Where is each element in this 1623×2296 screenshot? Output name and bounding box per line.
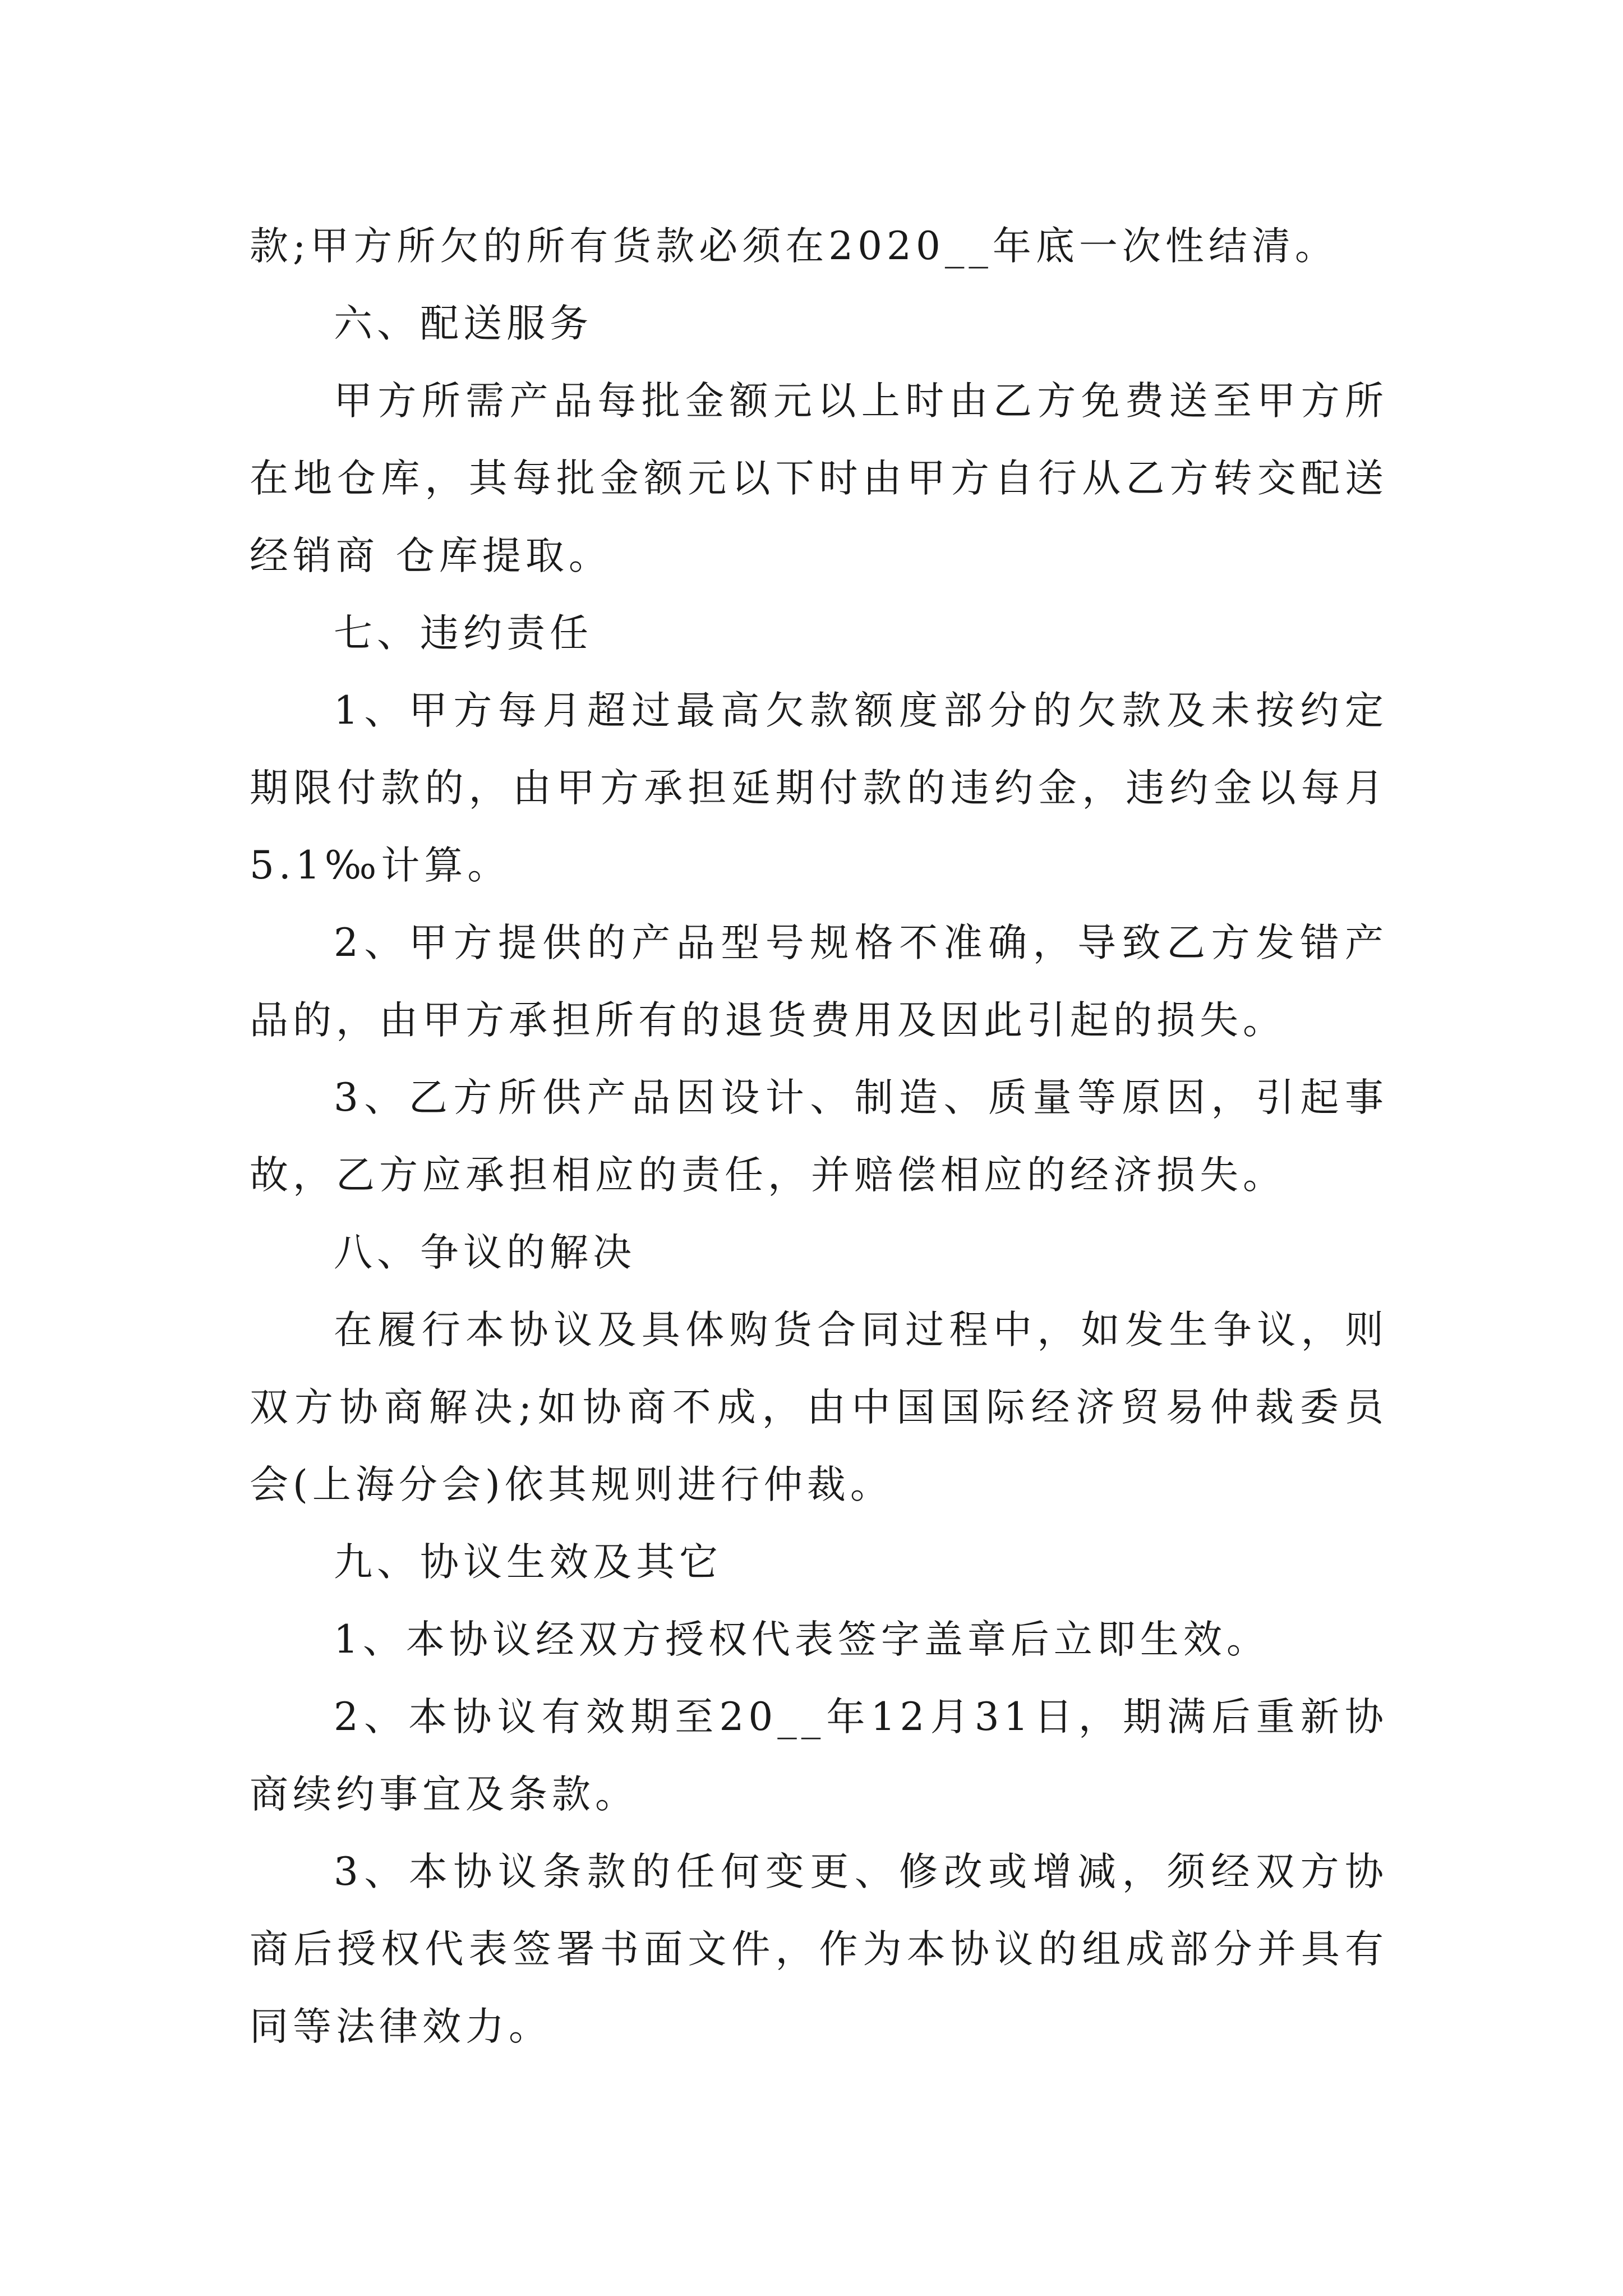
paragraph-payment-settlement: 款;甲方所欠的所有货款必须在2020__年底一次性结清。 bbox=[250, 224, 1338, 269]
paragraph-liability-3: 3、乙方所供产品因设计、制造、质量等原因，引起事故，乙方应承担相应的责任，并赔偿相应的经济损失。 bbox=[250, 1075, 1388, 1198]
paragraph-dispute: 在履行本协议及具体购货合同过程中，如发生争议，则双方协商解决;如协商不成，由中国国际经济贸易仲裁委员会(上海分会)依其规则进行仲裁。 bbox=[250, 1308, 1388, 1507]
paragraph-effectiveness-1: 1、本协议经双方授权代表签字盖章后立即生效。 bbox=[334, 1617, 1270, 1662]
document-body bbox=[250, 208, 1388, 2065]
section-heading-liability: 七、违约责任 bbox=[334, 611, 593, 656]
paragraph-liability-2: 2、甲方提供的产品型号规格不准确，导致乙方发错产品的，由甲方承担所有的退货费用及因此引起的损失。 bbox=[250, 921, 1388, 1043]
section-heading-dispute: 八、争议的解决 bbox=[334, 1230, 636, 1275]
paragraph-effectiveness-3: 3、本协议条款的任何变更、修改或增减，须经双方协商后授权代表签署书面文件，作为本协议的组成部分并具有同等法律效力。 bbox=[250, 1849, 1388, 2049]
paragraph-delivery: 甲方所需产品每批金额元以上时由乙方免费送至甲方所在地仓库，其每批金额元以下时由甲方自行从乙方转交配送经销商 仓库提取。 bbox=[250, 379, 1388, 578]
section-heading-effectiveness: 九、协议生效及其它 bbox=[334, 1540, 722, 1585]
paragraph-liability-1: 1、甲方每月超过最高欠款额度部分的欠款及未按约定期限付款的，由甲方承担延期付款的违约金，违约金以每月5.1‰计算。 bbox=[250, 688, 1388, 888]
paragraph-effectiveness-2: 2、本协议有效期至20__年12月31日，期满后重新协商续约事宜及条款。 bbox=[250, 1695, 1388, 1817]
section-heading-delivery: 六、配送服务 bbox=[334, 301, 593, 346]
